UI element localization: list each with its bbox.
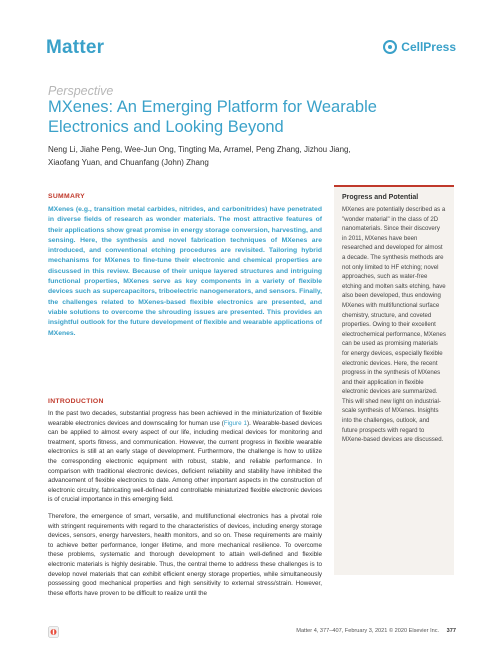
publisher-name: CellPress [401, 40, 456, 54]
page-footer [296, 628, 456, 634]
summary-heading: SUMMARY [48, 193, 85, 200]
sidebar-text: MXenes are potentially described as a "wonder material" in the class of 2D nanomaterials. Since their discovery in 2011, MXenes have been researched and developed for almost a decade. The synthesis methods are not only limited to HF etching; novel approaches, such as water-free etching and molten salts etching, have also been developed, thus endowing MXenes with multifunctional surface chemistry, structure, and coveted properties. Owing to their excellent electrochemical performance, MXenes can be used as promising materials for energy devices, especially flexible electronic devices. Here, the recent progress in the synthesis of MXenes and their application in flexible electronic devices are summarized. This will shed new light on industrial-scale synthesis of MXenes. Insights into the challenges, outlook, and future prospects with regard to MXene-based devices are discussed. [342, 206, 446, 444]
article-type: Perspective [48, 84, 114, 98]
crossmark-icon[interactable] [48, 626, 59, 638]
article-title: MXenes: An Emerging Platform for Wearable Electronics and Looking Beyond [48, 98, 377, 136]
figure-1-link[interactable]: Figure 1 [223, 419, 247, 427]
publisher-logo [383, 40, 456, 54]
paragraph-1-end: ). Wearable-based devices can be applied to almost every aspect of our life, including medical devices for monitoring and treatment, sports fitness, and communication. However, the current progress in flexible wearable electronics is still at an early stage of development. Furthermore, the challenge is how to utilize the corresponding electronic equipment with robust, stable, and reliable performance. In comparison with traditional electronic devices, deficient reliability and stability have inhibited the advancement of flexible electronics to date. Among other important aspects in the construction of electronic circuitry, fabricating well-defined and controllable miniaturized flexible electronic devices is of crucial importance in this emerging field. [48, 419, 322, 504]
cellpress-icon [383, 40, 397, 54]
page-number: 377 [446, 628, 456, 634]
introduction-heading: INTRODUCTION [48, 398, 104, 405]
summary-text: MXenes (e.g., transition metal carbides, nitrides, and carbonitrides) have penetrated in diverse fields of research as wonder materials. The most attractive features of their applications show great promise in energy storage conversion, harvesting, and sensing. Here, the synthesis and novel fabrication techniques of MXenes are introduced, and conventional etching procedures are revisited. Tailoring hybrid mechanisms for MXenes to fine-tune their electronic and chemical properties are discussed in this review. Because of their unique layered structures and intriguing functional properties, MXenes serve as key components in a variety of flexible devices such as supercapacitors, triboelectric nanogenerators, and sensors. Finally, the challenges related to MXenes-based flexible electronics are presented, and viable solutions to overcome the shrouding issues are presented. This provides an insightful outlook for the future development of flexible and wearable applications of MXenes. [48, 206, 322, 337]
paragraph-1-start: In the past two decades, substantial progress has been achieved in the miniaturization of flexible wearable electronics devices and downscaling for human use ( [48, 410, 322, 427]
journal-title: Matter [46, 37, 105, 58]
introduction-paragraph-1 [48, 409, 322, 505]
author-line-2: Xiaofang Yuan, and Chuanfang (John) Zhang [48, 158, 209, 167]
progress-potential-box [334, 185, 454, 575]
introduction-paragraph-2: Therefore, the emergence of smart, versatile, and multifunctional electronics has a pivotal role with stringent requirements with regard to the characteristics of devices, including energy storage devices, sensors, energy harvesters, health monitors, and so on. These requirements are mainly to achieve better performance, longer lifetime, and more mechanical resilience. To overcome these problems, systematic and thorough development to attain well-defined and flexible electronic materials is highly desirable. Thus, the central theme to address these challenges is to develop novel materials that can exhibit efficient energy storage properties, while simultaneously possessing good mechanical properties and high sensitivity to external stress/strain. However, these efforts have proven to be difficult to realize until the [48, 513, 322, 597]
author-list [48, 143, 458, 169]
sidebar-title: Progress and Potential [342, 194, 419, 201]
citation-text: Matter 4, 377–407, February 3, 2021 © 2020 Elsevier Inc. [296, 628, 440, 634]
author-line-1: Neng Li, Jiahe Peng, Wee-Jun Ong, Tingting Ma, Arramel, Peng Zhang, Jizhou Jiang, [48, 145, 351, 154]
